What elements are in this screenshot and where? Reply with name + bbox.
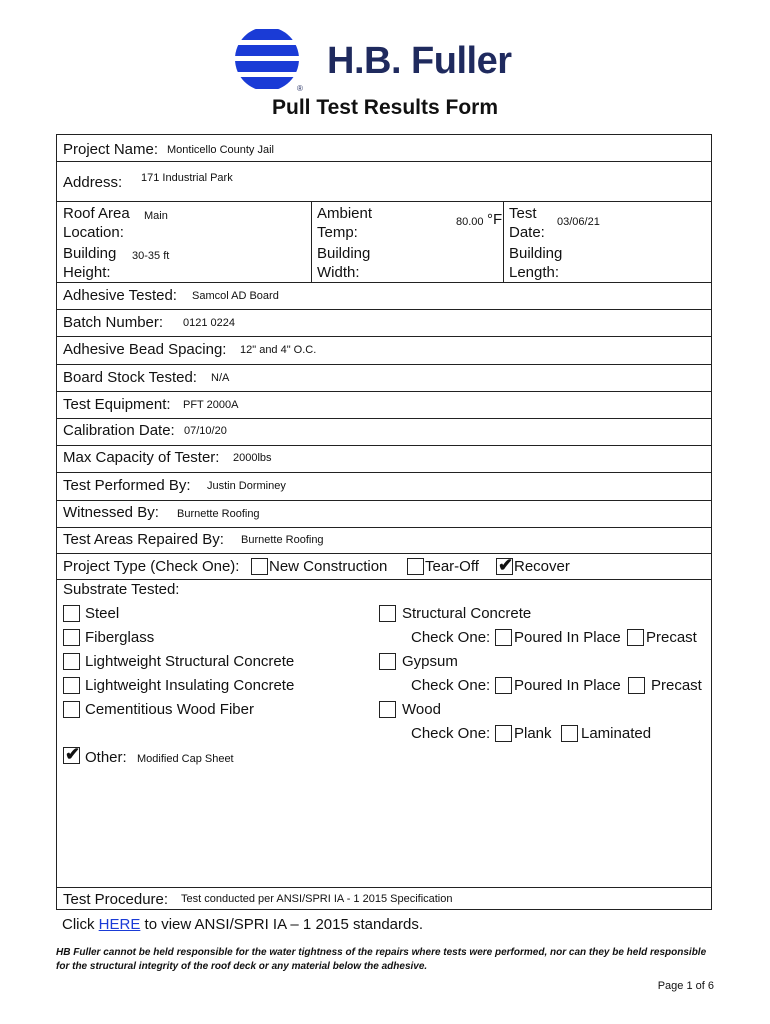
performed-by-field[interactable]: Justin Dorminey: [207, 480, 286, 492]
gyp-precast-checkbox[interactable]: [628, 677, 645, 694]
project-type-label: Project Type (Check One):: [63, 558, 240, 575]
max-capacity-label: Max Capacity of Tester:: [63, 449, 220, 466]
new-construction-label: New Construction: [269, 558, 388, 575]
test-date-field[interactable]: 03/06/21: [557, 216, 600, 228]
calibration-date-label: Calibration Date:: [63, 422, 175, 439]
cementitious-wood-fiber-checkbox[interactable]: [63, 701, 80, 718]
gyp-poured-in-place-checkbox[interactable]: [495, 677, 512, 694]
ambient-temp-label: Ambient Temp:: [317, 205, 373, 241]
check-one-label: Check One:: [411, 629, 491, 646]
brand-name: H.B. Fuller: [327, 40, 512, 82]
building-height-label: Building Height:: [63, 245, 117, 281]
lw-insulating-concrete-label: Lightweight Insulating Concrete: [85, 677, 295, 694]
repaired-by-field[interactable]: Burnette Roofing: [241, 534, 324, 546]
recover-label: Recover: [514, 558, 570, 575]
address-field[interactable]: 171 Industrial Park: [141, 172, 233, 184]
test-equipment-label: Test Equipment:: [63, 396, 171, 413]
page-number: Page 1 of 6: [657, 980, 714, 992]
lw-structural-concrete-label: Lightweight Structural Concrete: [85, 653, 295, 670]
sc-precast-checkbox[interactable]: [627, 629, 644, 646]
bead-spacing-label: Adhesive Bead Spacing:: [63, 341, 227, 358]
project-name-field[interactable]: Monticello County Jail: [167, 144, 274, 156]
board-stock-label: Board Stock Tested:: [63, 369, 197, 386]
plank-label: Plank: [514, 725, 552, 742]
click-suffix: to view ANSI/SPRI IA – 1 2015 standards.: [144, 916, 424, 933]
click-prefix: Click: [62, 916, 95, 933]
test-equipment-field[interactable]: PFT 2000A: [183, 399, 239, 411]
building-height-field[interactable]: 30-35 ft: [132, 250, 170, 262]
bead-spacing-field[interactable]: 12" and 4" O.C.: [240, 344, 317, 356]
adhesive-tested-label: Adhesive Tested:: [63, 287, 177, 304]
gyp-precast-label: Precast: [651, 677, 702, 694]
tear-off-checkbox[interactable]: [407, 558, 424, 575]
steel-label: Steel: [85, 605, 120, 622]
board-stock-field[interactable]: N/A: [211, 372, 230, 384]
sc-poured-in-place-checkbox[interactable]: [495, 629, 512, 646]
lw-insulating-concrete-checkbox[interactable]: [63, 677, 80, 694]
gypsum-label: Gypsum: [402, 653, 458, 670]
disclaimer: HB Fuller cannot be held responsible for the water tightness of the repairs where tests were performed, nor can they be held responsible for the structural integrity of the roof deck or any material below the adhesive.: [56, 947, 707, 972]
laminated-checkbox[interactable]: [561, 725, 578, 742]
building-length-label: Building Length:: [509, 245, 563, 281]
wood-label: Wood: [402, 701, 441, 718]
sc-precast-label: Precast: [646, 629, 697, 646]
batch-number-label: Batch Number:: [63, 314, 164, 331]
batch-number-field[interactable]: 0121 0224: [183, 317, 235, 329]
test-date-label: Test Date:: [509, 205, 545, 241]
max-capacity-field[interactable]: 2000lbs: [233, 452, 272, 464]
sc-poured-in-place-label: Poured In Place: [514, 629, 621, 646]
standards-link-line: [62, 916, 423, 933]
tear-off-label: Tear-Off: [425, 558, 479, 575]
roof-area-label: Roof Area Location:: [63, 205, 130, 241]
page-title: Pull Test Results Form: [272, 96, 498, 119]
check-one-label: Check One:: [411, 725, 491, 742]
temp-unit: °F: [487, 211, 503, 228]
other-field[interactable]: Modified Cap Sheet: [137, 753, 234, 765]
test-procedure-label: Test Procedure:: [63, 891, 169, 908]
wood-checkbox[interactable]: [379, 701, 396, 718]
check-one-label: Check One:: [411, 677, 491, 694]
steel-checkbox[interactable]: [63, 605, 80, 622]
performed-by-label: Test Performed By:: [63, 477, 191, 494]
new-construction-checkbox[interactable]: [251, 558, 268, 575]
project-name-label: Project Name:: [63, 141, 159, 158]
here-link[interactable]: HERE: [98, 916, 141, 933]
witnessed-by-field[interactable]: Burnette Roofing: [177, 508, 260, 520]
structural-concrete-label: Structural Concrete: [402, 605, 532, 622]
recover-checkbox[interactable]: [496, 555, 514, 575]
registered-mark: ®: [297, 84, 303, 93]
other-checkbox[interactable]: [63, 744, 81, 764]
gyp-poured-in-place-label: Poured In Place: [514, 677, 621, 694]
plank-checkbox[interactable]: [495, 725, 512, 742]
adhesive-tested-field[interactable]: Samcol AD Board: [192, 290, 279, 302]
hb-fuller-logo: [235, 27, 299, 91]
cementitious-wood-fiber-label: Cementitious Wood Fiber: [85, 701, 254, 718]
fiberglass-label: Fiberglass: [85, 629, 155, 646]
other-label: Other:: [85, 749, 127, 766]
laminated-label: Laminated: [581, 725, 652, 742]
calibration-date-field[interactable]: 07/10/20: [184, 425, 227, 437]
test-procedure-field[interactable]: Test conducted per ANSI/SPRI IA - 1 2015 Specification: [181, 893, 453, 905]
repaired-by-label: Test Areas Repaired By:: [63, 531, 224, 548]
roof-area-field[interactable]: Main: [144, 210, 168, 222]
gypsum-checkbox[interactable]: [379, 653, 396, 670]
structural-concrete-checkbox[interactable]: [379, 605, 396, 622]
pull-test-form: [56, 134, 712, 910]
witnessed-by-label: Witnessed By:: [63, 504, 159, 521]
fiberglass-checkbox[interactable]: [63, 629, 80, 646]
address-label: Address:: [63, 174, 123, 191]
check-mark-icon: ✔: [65, 744, 81, 764]
lw-structural-concrete-checkbox[interactable]: [63, 653, 80, 670]
substrate-label: Substrate Tested:: [63, 581, 180, 598]
check-mark-icon: ✔: [498, 555, 514, 575]
building-width-label: Building Width:: [317, 245, 371, 281]
ambient-temp-field[interactable]: 80.00: [456, 216, 484, 228]
